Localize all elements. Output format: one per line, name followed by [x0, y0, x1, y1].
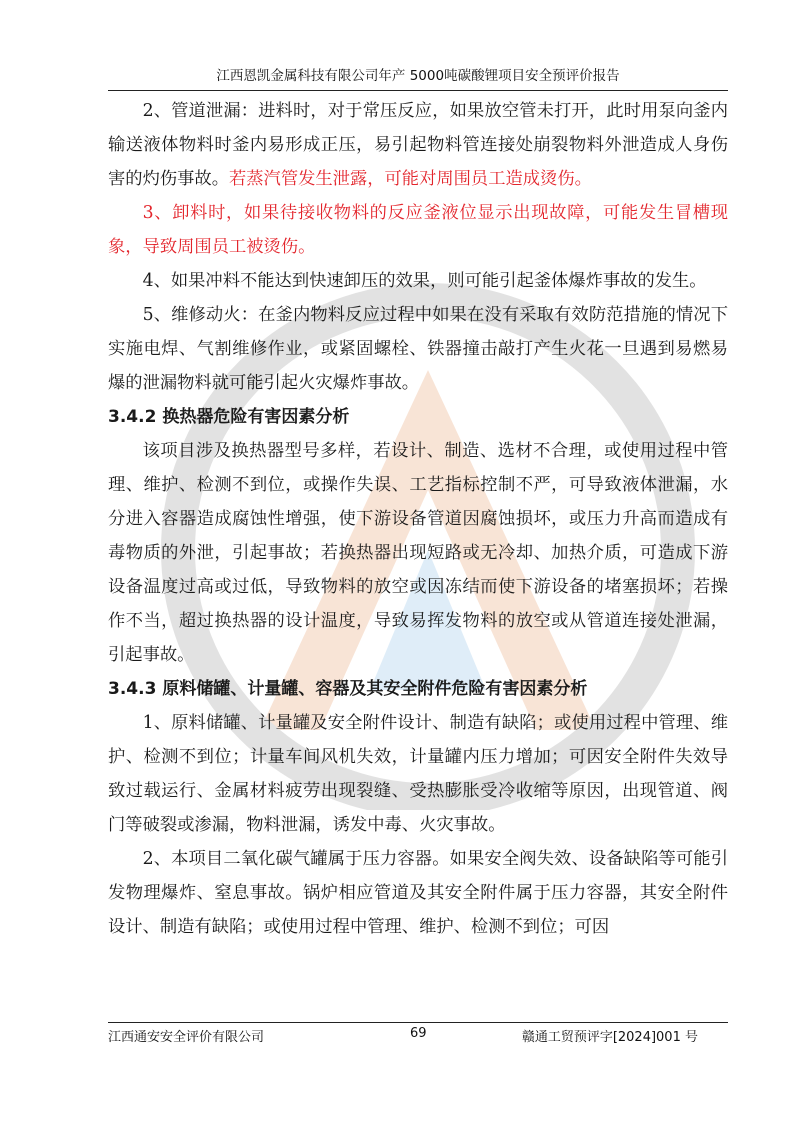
paragraph-red: 3、卸料时，如果待接收物料的反应釜液位显示出现故障，可能发生冒槽现象，导致周围员工被烫伤。	[108, 203, 728, 257]
paragraph	[108, 94, 728, 196]
footer-divider	[108, 1022, 728, 1023]
paragraph-red-text: 若蒸汽管发生泄露，可能对周围员工造成烫伤。	[228, 169, 592, 189]
document-body	[108, 94, 728, 944]
paragraph: 1、原料储罐、计量罐及安全附件设计、制造有缺陷；或使用过程中管理、维护、检测不到位；计量车间风机失效，计量罐内压力增加；可因安全附件失效导致过载运行、金属材料疲劳出现裂缝、受热膨胀受冷收缩等原因，出现管道、阀门等破裂或渗漏，物料泄漏，诱发中毒、火灾事故。	[108, 713, 728, 835]
header-divider	[108, 90, 728, 91]
paragraph: 4、如果冲料不能达到快速卸压的效果，则可能引起釜体爆炸事故的发生。	[142, 271, 707, 291]
section-heading: 3.4.2 换热器危险有害因素分析	[108, 407, 350, 427]
paragraph: 5、维修动火：在釜内物料反应过程中如果在没有采取有效防范措施的情况下实施电焊、气割维修作业，或紧固螺栓、铁器撞击敲打产生火花一旦遇到易燃易爆的泄漏物料就可能引起火灾爆炸事故。	[108, 305, 728, 393]
footer-company: 江西通安安全评价有限公司	[108, 1030, 265, 1045]
page-header: 江西恩凯金属科技有限公司年产 5000吨碳酸锂项目安全预评价报告	[216, 68, 620, 84]
page-number: 69	[410, 1026, 427, 1041]
paragraph: 2、本项目二氧化碳气罐属于压力容器。如果安全阀失效、设备缺陷等可能引发物理爆炸、窒息事故。锅炉相应管道及其安全附件属于压力容器，其安全附件设计、制造有缺陷；或使用过程中管理、维护、检测不到位；可因	[108, 849, 728, 937]
paragraph: 该项目涉及换热器型号多样，若设计、制造、选材不合理，或使用过程中管理、维护、检测不到位，或操作失误、工艺指标控制不严，可导致液体泄漏，水分进入容器造成腐蚀性增强，使下游设备管道因腐蚀损坏，或压力升高而造成有毒物质的外泄，引起事故；若换热器出现短路或无冷却、加热介质，可造成下游设备温度过高或过低，导致物料的放空或因冻结而使下游设备的堵塞损坏；若操作不当，超过换热器的设计温度，导致易挥发物料的放空或从管道连接处泄漏，引起事故。	[108, 441, 728, 665]
paragraph-text: 2、管道泄漏：进料时，对于常压反应，如果放空管未打开，此时用泵向釜内输送液体物料时釜内易形成正压，易引起物料管连接处崩裂物料外泄造成人身伤害的灼伤事故。	[108, 101, 728, 189]
report-code: 赣通工贸预评字[2024]001 号	[521, 1030, 698, 1045]
section-heading: 3.4.3 原料储罐、计量罐、容器及其安全附件危险有害因素分析	[108, 679, 588, 699]
